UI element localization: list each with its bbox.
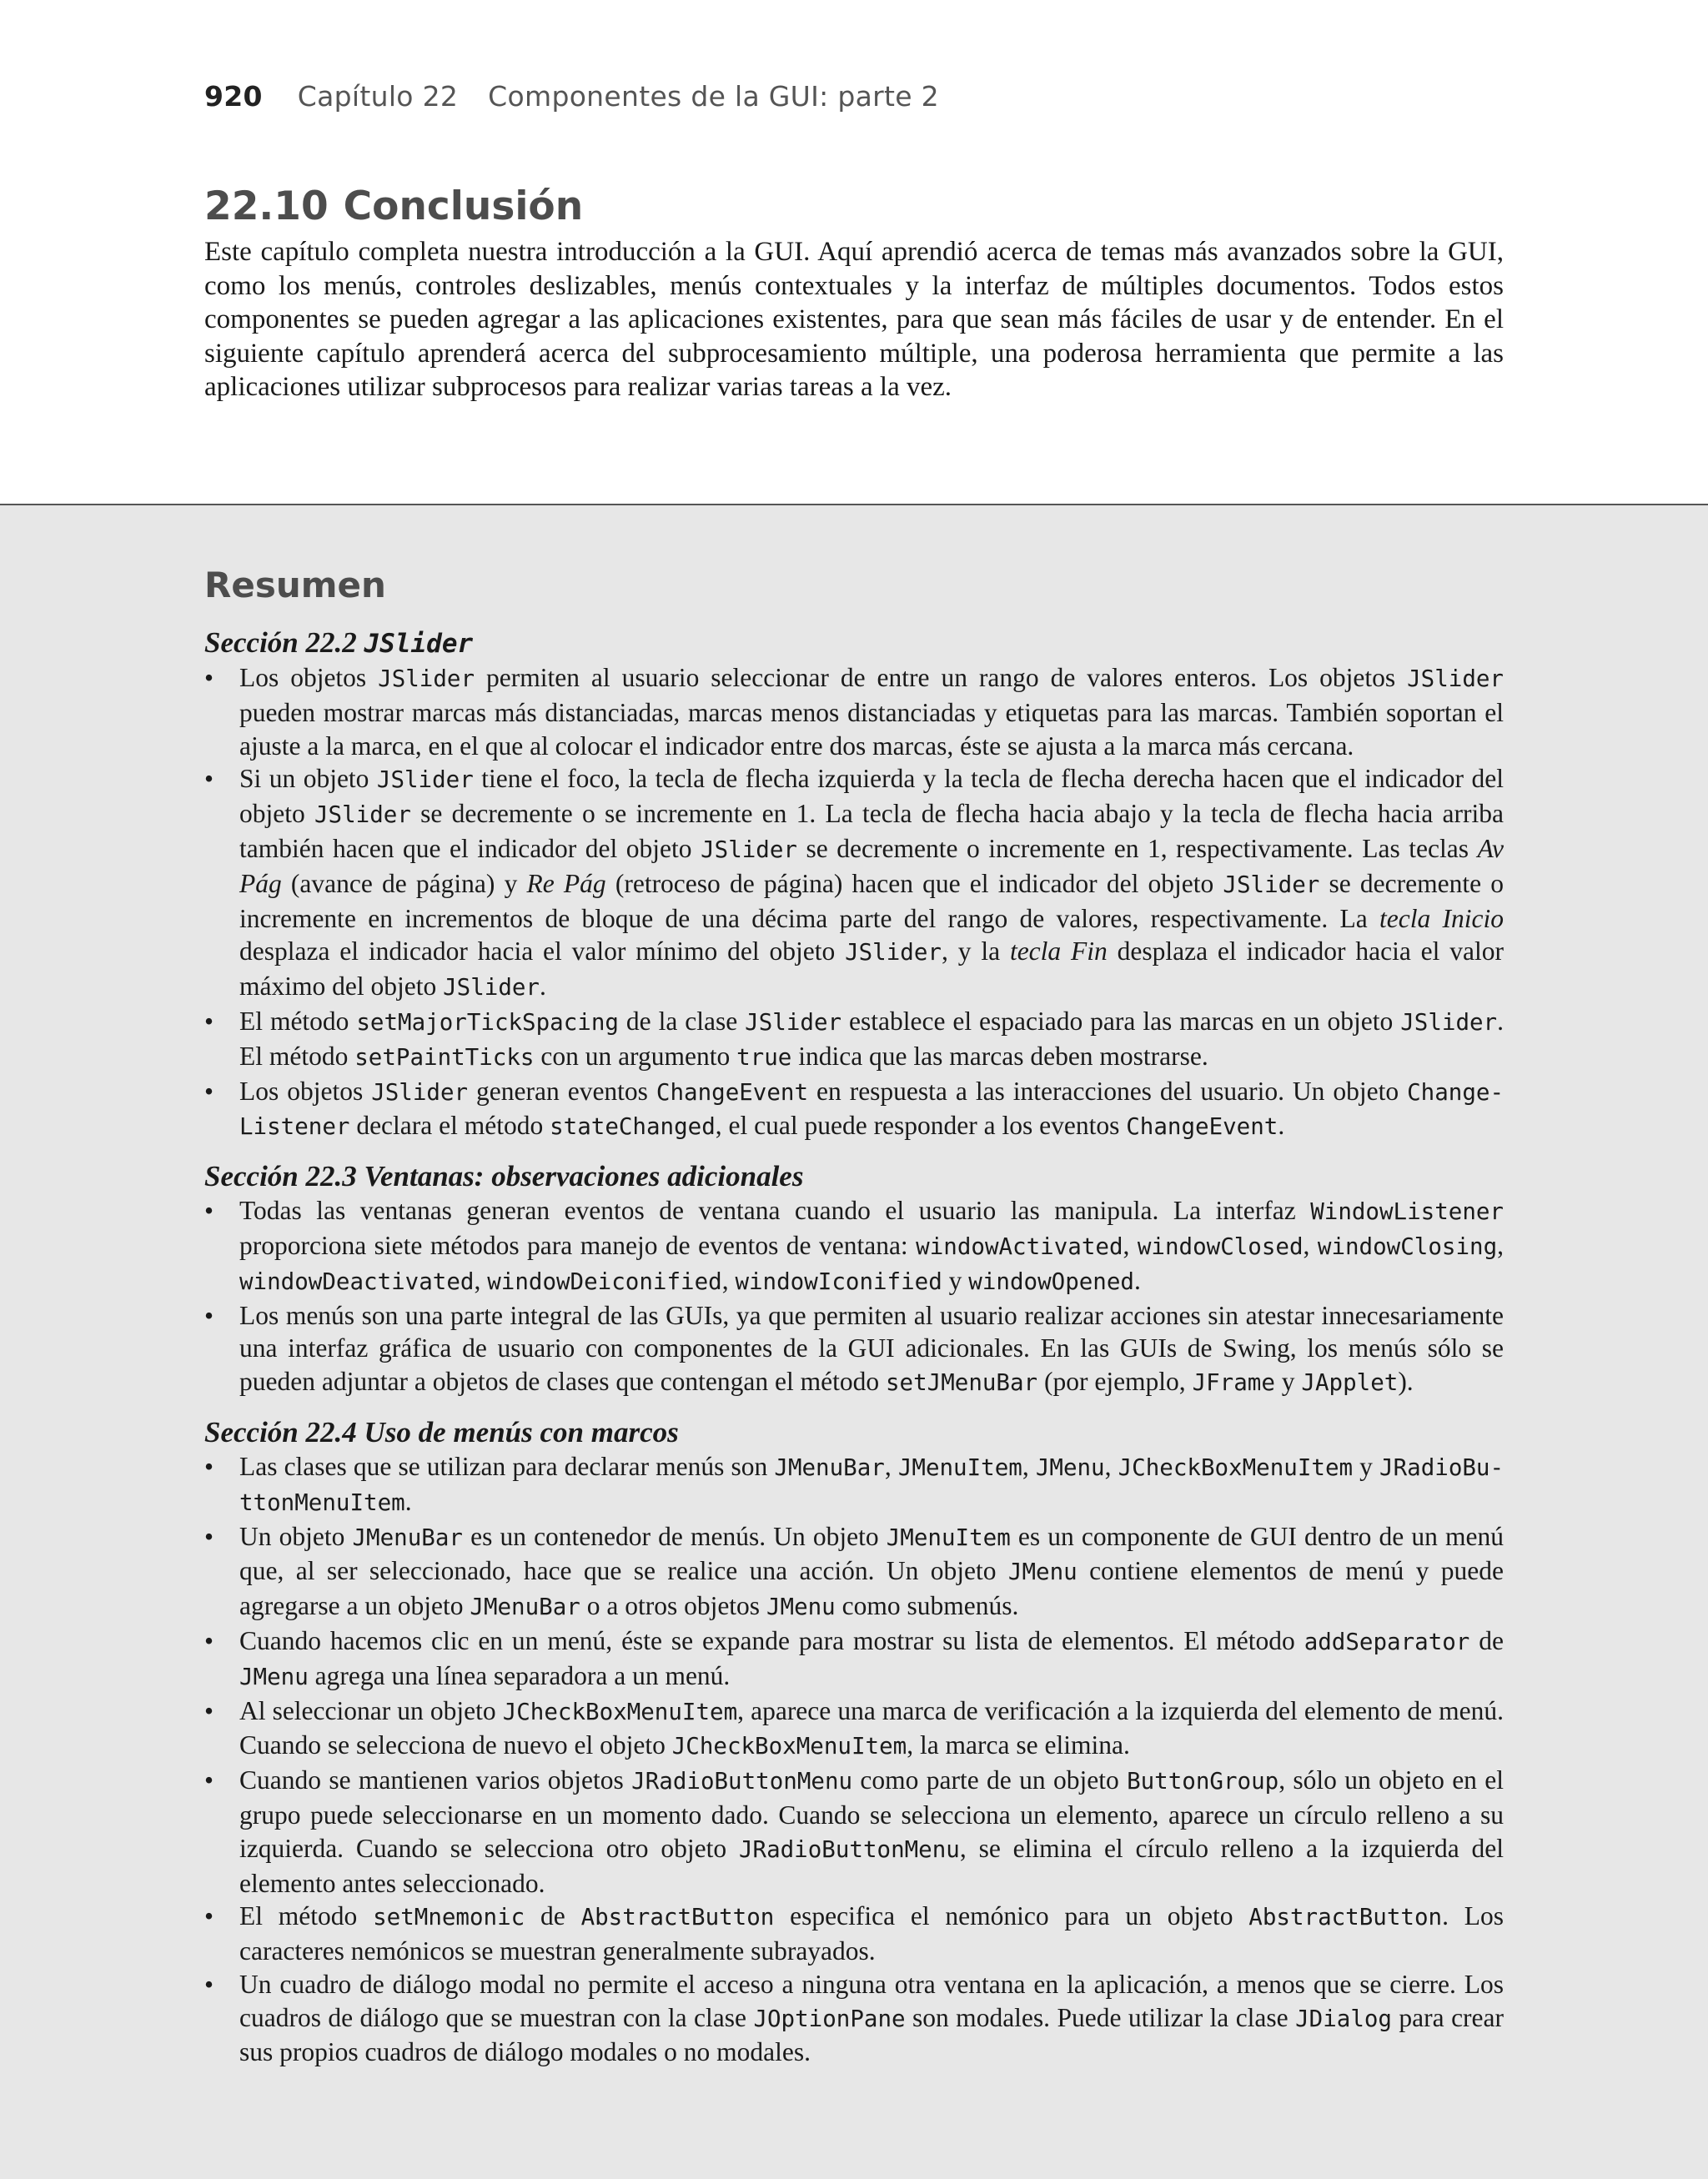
code-term: JSlider (443, 974, 540, 1002)
section-title (204, 1415, 1504, 1450)
bullet-item: • Los menús son una parte integral de las GUIs, ya que permiten al usuario realizar acciones sin atestar innecesariamente una interfaz gráfica de usuario con componentes de la GUI adicionales. En las GUIs de Swing, los menús sólo se pueden adjuntar a objetos de clases que contengan el método setJMenuBar (por ejemplo, JFrame y JApplet). (204, 1300, 1504, 1397)
code-term: JSlider (378, 665, 475, 692)
code-term: ChangeEvent (1126, 1113, 1278, 1141)
bullet-icon: • (204, 1901, 214, 1931)
conclusion-paragraph: Este capítulo completa nuestra introducción a la GUI. Aquí aprendió acerca de temas más avanzados sobre la GUI, como los menús, controles deslizables, menús contextuales y la interfaz de múltiples documentos. Todos estos componentes se pueden agregar a las aplicaciones existentes, para que sean más fáciles de usar y de entender. En el siguiente capítulo aprenderá acerca del subprocesamiento múltiple, una poderosa herramienta que permite a las aplicaciones utilizar subprocesos para realizar varias tareas a la vez. (204, 237, 1504, 402)
code-term: ButtonGroup (1127, 1768, 1279, 1795)
code-term: setJMenuBar (885, 1369, 1038, 1397)
italic-term: tecla Fin (1009, 936, 1108, 966)
bullet-icon: • (204, 1076, 214, 1106)
bullet-icon: • (204, 1300, 214, 1330)
conclusion-heading (204, 183, 1504, 230)
bullet-item: • Las clases que se utilizan para declarar menús son JMenuBar, JMenuItem, JMenu, JCheckBoxMenuItem y JRadioBu-ttonMenuItem. (204, 1451, 1505, 1516)
section-title (204, 1159, 1504, 1194)
code-term: JMenu (1035, 1454, 1105, 1481)
bullet-item: • Todas las ventanas generan eventos de ventana cuando el usuario las manipula. La interfaz WindowListener proporciona siete métodos para manejo de eventos de ventana: windowActivated, windowClosed, windowClosing, windowDeactivated, windowDeiconified, windowIconified y windowOpened. (204, 1196, 1504, 1295)
code-term: windowOpened (968, 1268, 1134, 1295)
bullet-item: • Los objetos JSlider generan eventos ChangeEvent en respuesta a las interacciones del usuario. Un objeto Change-Listener declara el método stateChanged, el cual puede responder a los eventos ChangeEvent. (204, 1076, 1505, 1141)
code-term: JCheckBoxMenuItem (502, 1698, 738, 1725)
section-title (204, 625, 1504, 661)
bullet-icon: • (204, 1695, 214, 1725)
bullet-icon: • (204, 663, 214, 692)
code-term: JCheckBoxMenuItem (1118, 1454, 1354, 1481)
summary-section-block (204, 1159, 1504, 1400)
code-term: windowActivated (916, 1233, 1123, 1260)
code-term: JMenuBar (774, 1454, 885, 1481)
section-title-text: Sección 22.3 Ventanas: observaciones adicionales (204, 1160, 804, 1193)
code-term: windowClosed (1137, 1233, 1304, 1260)
code-term: AbstractButton (580, 1904, 775, 1931)
code-term: JSlider (701, 836, 797, 863)
code-term: setMajorTickSpacing (356, 1008, 619, 1036)
code-term: windowIconified (735, 1268, 942, 1295)
code-term: JSlider (314, 801, 411, 829)
bullet-item: • Un cuadro de diálogo modal no permite el acceso a ninguna otra ventana en la aplicación, a menos que se cierre. Los cuadros de diálogo que se muestran con la clase JOptionPane son modales. Puede utilizar la clase JDialog para crear sus propios cuadros de diálogo modales o no modales. (204, 1969, 1504, 2067)
code-term: JSlider (745, 1008, 842, 1036)
italic-term: tecla Inicio (1379, 903, 1504, 933)
code-term: JSlider (1407, 665, 1504, 692)
summary-sections (204, 625, 1504, 2069)
section-title-text: Sección 22.4 Uso de menús con marcos (204, 1415, 679, 1448)
bullet-item: • El método setMajorTickSpacing de la clase JSlider establece el espaciado para las marcas en un objeto JSlider. El método setPaintTicks con un argumento true indica que las marcas deben mostrarse. (204, 1006, 1504, 1071)
chapter-label: Capítulo 22 (297, 80, 459, 113)
code-term: JSlider (376, 766, 474, 794)
bullet-list (204, 1450, 1504, 2069)
bullet-item: • Al seleccionar un objeto JCheckBoxMenuItem, aparece una marca de verificación a la izquierda del elemento de menú. Cuando se selecciona de nuevo el objeto JCheckBoxMenuItem, la marca se elimina. (204, 1695, 1504, 1760)
code-term: JMenuItem (886, 1524, 1011, 1551)
chapter-title: Componentes de la GUI: parte 2 (488, 80, 939, 113)
code-term: stateChanged (550, 1113, 716, 1141)
italic-term: Re Pág (526, 868, 606, 898)
section-title-text: Sección 22.2 (204, 626, 357, 659)
bullet-item: • Los objetos JSlider permiten al usuario seleccionar de entre un rango de valores enteros. Los objetos JSlider pueden mostrar marcas más distanciadas, marcas menos distanciadas y etiquetas para las marcas. También soportan el ajuste a la marca, en el que al colocar el indicador entre dos marcas, éste se ajusta a la marca más cercana. (204, 663, 1504, 761)
bullet-icon: • (204, 1196, 214, 1226)
section-title: Conclusión (343, 183, 584, 229)
code-term: windowDeactivated (239, 1268, 475, 1295)
bullet-list (204, 1194, 1504, 1400)
code-term: JSlider (1400, 1008, 1498, 1036)
code-term: JApplet (1301, 1369, 1399, 1397)
summary-section-block (204, 625, 1504, 1144)
code-term: JMenu (1007, 1559, 1078, 1586)
code-term: JCheckBoxMenuItem (671, 1733, 907, 1760)
bullet-icon: • (204, 1625, 214, 1655)
summary-heading: Resumen (204, 565, 386, 605)
code-term: JFrame (1192, 1369, 1275, 1397)
code-term: JSlider (845, 939, 942, 966)
bullet-list (204, 661, 1504, 1144)
bullet-icon: • (204, 1969, 214, 1999)
code-term: JSlider (371, 1078, 469, 1106)
page-number: 920 (204, 80, 263, 113)
code-term: AbstractButton (1248, 1904, 1443, 1931)
code-term: JRadioButtonMenu (631, 1768, 853, 1795)
bullet-icon: • (204, 764, 214, 794)
code-term: Change-Listener (239, 1078, 1505, 1141)
code-term: setMnemonic (373, 1904, 525, 1931)
italic-term: Av Pág (239, 833, 1504, 898)
code-term: JDialog (1295, 2005, 1392, 2032)
code-term: setPaintTicks (354, 1043, 535, 1071)
section-number: 22.10 (204, 183, 329, 229)
code-term: JMenuBar (470, 1594, 580, 1621)
bullet-item: • Cuando hacemos clic en un menú, éste se expande para mostrar su lista de elementos. El método addSeparator de JMenu agrega una línea separadora a un menú. (204, 1625, 1504, 1690)
bullet-icon: • (204, 1521, 214, 1551)
code-term: JRadioBu-ttonMenuItem (239, 1454, 1505, 1516)
summary-section-block (204, 1415, 1504, 2069)
code-term: windowClosing (1317, 1233, 1498, 1260)
bullet-item: • El método setMnemonic de AbstractButton especifica el nemónico para un objeto AbstractButton. Los caracteres nemónicos se muestran generalmente subrayados. (204, 1901, 1505, 1966)
bullet-item: • Cuando se mantienen varios objetos JRadioButtonMenu como parte de un objeto ButtonGroup, sólo un objeto en el grupo puede seleccionarse en un momento dado. Cuando se selecciona un elemento, aparece un círculo relleno a su izquierda. Cuando se selecciona otro objeto JRadioButtonMenu, se elimina el círculo relleno a la izquierda del elemento antes seleccionado. (204, 1765, 1505, 1898)
code-term: JMenu (239, 1663, 309, 1690)
code-term: JSlider (1223, 871, 1320, 898)
code-term: JMenu (766, 1594, 836, 1621)
bullet-icon: • (204, 1006, 214, 1036)
section-title-code: JSlider (364, 629, 474, 659)
code-term: JOptionPane (753, 2005, 906, 2032)
code-term: WindowListener (1310, 1198, 1504, 1226)
code-term: JRadioButtonMenu (738, 1835, 960, 1863)
bullet-item: • Si un objeto JSlider tiene el foco, la tecla de flecha izquierda y la tecla de flecha derecha hacen que el indicador del objeto JSlider se decremente o se incremente en 1. La tecla de flecha hacia abajo y la tecla de flecha hacia arriba también hacen que el indicador del objeto JSlider se decremente o incremente en 1, respectivamente. Las teclas Av Pág (avance de página) y Re Pág (retroceso de página) hacen que el indicador del objeto JSlider se decremente o incremente en incrementos de bloque de una décima parte del rango de valores, respectivamente. La tecla Inicio desplaza el indicador hacia el valor mínimo del objeto JSlider, y la tecla Fin desplaza el indicador hacia el valor máximo del objeto JSlider. (204, 764, 1505, 1002)
bullet-item: • Un objeto JMenuBar es un contenedor de menús. Un objeto JMenuItem es un componente de GUI dentro de un menú que, al ser seleccionado, hace que se realice una acción. Un objeto JMenu contiene elementos de menú y puede agregarse a un objeto JMenuBar o a otros objetos JMenu como submenús. (204, 1521, 1505, 1621)
bullet-icon: • (204, 1765, 214, 1795)
code-term: windowDeiconified (487, 1268, 722, 1295)
code-term: addSeparator (1304, 1628, 1470, 1655)
running-head (204, 80, 939, 113)
conclusion-section (204, 183, 1504, 404)
bullet-icon: • (204, 1451, 214, 1481)
code-term: JMenuBar (352, 1524, 463, 1551)
code-term: JMenuItem (897, 1454, 1022, 1481)
summary-section (204, 564, 1504, 2084)
code-term: ChangeEvent (656, 1078, 809, 1106)
code-term: true (736, 1043, 792, 1071)
